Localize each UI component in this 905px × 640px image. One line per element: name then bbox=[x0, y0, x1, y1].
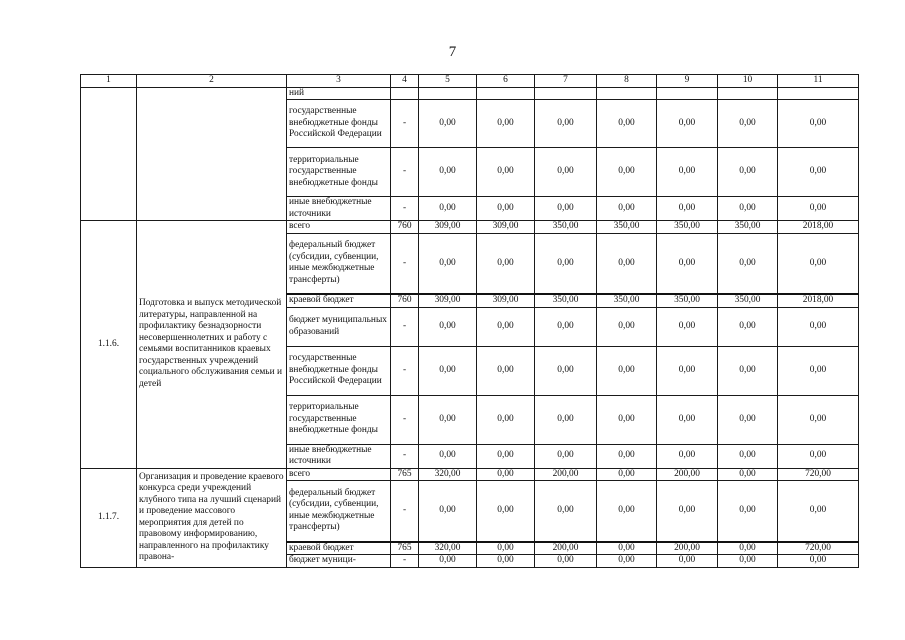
amount-cell: 200,00 bbox=[535, 542, 597, 555]
funding-source: государственные внебюджетные фонды Российской Федерации bbox=[287, 346, 391, 395]
amount-cell: - bbox=[391, 100, 419, 148]
amount-cell: 0,00 bbox=[477, 395, 535, 444]
amount-cell: 0,00 bbox=[419, 100, 477, 148]
measure-title: Подготовка и выпуск методической литературы, направленной на профилактику безнадзорности несовершеннолетних и работу с семьями воспитанников краевых государственных учреждений социального обслуживания семьи и детей bbox=[137, 221, 287, 469]
amount-cell: 2018,00 bbox=[778, 294, 859, 307]
column-number: 8 bbox=[597, 75, 657, 88]
amount-cell: 0,00 bbox=[597, 395, 657, 444]
amount-cell: - bbox=[391, 444, 419, 468]
table-row bbox=[81, 221, 859, 234]
amount-cell: 0,00 bbox=[597, 307, 657, 346]
amount-cell: 0,00 bbox=[657, 444, 718, 468]
amount-cell: 0,00 bbox=[718, 307, 778, 346]
column-number: 10 bbox=[718, 75, 778, 88]
amount-cell: 0,00 bbox=[718, 197, 778, 221]
amount-cell: 350,00 bbox=[535, 294, 597, 307]
amount-cell: 0,00 bbox=[778, 197, 859, 221]
amount-cell: 0,00 bbox=[718, 555, 778, 568]
amount-cell: 0,00 bbox=[778, 481, 859, 542]
amount-cell bbox=[419, 87, 477, 100]
funding-source: всего bbox=[287, 468, 391, 481]
amount-cell: 0,00 bbox=[597, 481, 657, 542]
amount-cell: 720,00 bbox=[778, 468, 859, 481]
amount-cell: 0,00 bbox=[778, 395, 859, 444]
amount-cell: 350,00 bbox=[597, 294, 657, 307]
amount-cell: 0,00 bbox=[477, 197, 535, 221]
amount-cell: 0,00 bbox=[419, 555, 477, 568]
amount-cell: 765 bbox=[391, 542, 419, 555]
funding-source: иные внебюджетные источники bbox=[287, 444, 391, 468]
funding-source: федеральный бюджет (субсидии, субвенции, иные межбюджетные трансферты) bbox=[287, 481, 391, 542]
amount-cell: 0,00 bbox=[419, 346, 477, 395]
amount-cell: 0,00 bbox=[778, 444, 859, 468]
amount-cell: 0,00 bbox=[419, 307, 477, 346]
funding-source: иные внебюджетные источники bbox=[287, 197, 391, 221]
amount-cell: 2018,00 bbox=[778, 221, 859, 234]
amount-cell: 0,00 bbox=[535, 197, 597, 221]
amount-cell bbox=[597, 87, 657, 100]
amount-cell: 760 bbox=[391, 294, 419, 307]
amount-cell: 0,00 bbox=[778, 307, 859, 346]
funding-source: всего bbox=[287, 221, 391, 234]
amount-cell: 350,00 bbox=[535, 221, 597, 234]
measure-code: 1.1.6. bbox=[81, 221, 137, 469]
amount-cell: 760 bbox=[391, 221, 419, 234]
amount-cell: 765 bbox=[391, 468, 419, 481]
amount-cell: 0,00 bbox=[419, 233, 477, 294]
amount-cell: 0,00 bbox=[597, 346, 657, 395]
amount-cell bbox=[391, 87, 419, 100]
amount-cell: 0,00 bbox=[535, 148, 597, 197]
amount-cell: 0,00 bbox=[657, 100, 718, 148]
amount-cell: 0,00 bbox=[597, 555, 657, 568]
amount-cell: 0,00 bbox=[657, 555, 718, 568]
column-number: 11 bbox=[778, 75, 859, 88]
amount-cell: 0,00 bbox=[718, 233, 778, 294]
amount-cell: - bbox=[391, 346, 419, 395]
amount-cell: 0,00 bbox=[778, 100, 859, 148]
amount-cell: 0,00 bbox=[477, 468, 535, 481]
column-number: 7 bbox=[535, 75, 597, 88]
amount-cell: 200,00 bbox=[657, 468, 718, 481]
amount-cell: 0,00 bbox=[657, 346, 718, 395]
amount-cell: 0,00 bbox=[657, 233, 718, 294]
table-row bbox=[81, 468, 859, 481]
amount-cell bbox=[778, 87, 859, 100]
amount-cell: 0,00 bbox=[477, 481, 535, 542]
funding-source: территориальные государственные внебюджетные фонды bbox=[287, 148, 391, 197]
funding-source: бюджет муниципальных образований bbox=[287, 307, 391, 346]
amount-cell: 0,00 bbox=[718, 346, 778, 395]
column-number: 3 bbox=[287, 75, 391, 88]
amount-cell: 0,00 bbox=[778, 555, 859, 568]
amount-cell: 0,00 bbox=[597, 148, 657, 197]
funding-source: государственные внебюджетные фонды Российской Федерации bbox=[287, 100, 391, 148]
amount-cell: 0,00 bbox=[477, 542, 535, 555]
amount-cell: - bbox=[391, 233, 419, 294]
amount-cell: 0,00 bbox=[597, 444, 657, 468]
amount-cell: 0,00 bbox=[477, 148, 535, 197]
amount-cell: 0,00 bbox=[535, 307, 597, 346]
amount-cell: 0,00 bbox=[597, 233, 657, 294]
amount-cell: 0,00 bbox=[477, 346, 535, 395]
amount-cell: 0,00 bbox=[535, 346, 597, 395]
amount-cell bbox=[535, 87, 597, 100]
funding-source: территориальные государственные внебюджетные фонды bbox=[287, 395, 391, 444]
amount-cell: 0,00 bbox=[657, 197, 718, 221]
amount-cell: 350,00 bbox=[657, 294, 718, 307]
amount-cell: 0,00 bbox=[718, 542, 778, 555]
amount-cell: 0,00 bbox=[778, 233, 859, 294]
amount-cell bbox=[657, 87, 718, 100]
measure-title: Организация и проведение краевого конкурса среди учреждений клубного типа на лучший сценарий и проведение массового мероприятия для детей по правовому информированию, направленного на профилактику правона- bbox=[137, 468, 287, 567]
amount-cell: 0,00 bbox=[535, 100, 597, 148]
amount-cell: 0,00 bbox=[419, 148, 477, 197]
amount-cell: 200,00 bbox=[535, 468, 597, 481]
amount-cell: 350,00 bbox=[718, 294, 778, 307]
amount-cell: - bbox=[391, 481, 419, 542]
amount-cell: 0,00 bbox=[535, 395, 597, 444]
amount-cell: 0,00 bbox=[718, 481, 778, 542]
amount-cell: 0,00 bbox=[597, 468, 657, 481]
amount-cell: 0,00 bbox=[477, 444, 535, 468]
amount-cell: 0,00 bbox=[535, 233, 597, 294]
amount-cell: 0,00 bbox=[535, 555, 597, 568]
budget-table bbox=[80, 74, 859, 568]
amount-cell: 0,00 bbox=[477, 555, 535, 568]
amount-cell: 0,00 bbox=[718, 148, 778, 197]
amount-cell: - bbox=[391, 148, 419, 197]
amount-cell: 0,00 bbox=[657, 148, 718, 197]
amount-cell: 720,00 bbox=[778, 542, 859, 555]
amount-cell: 0,00 bbox=[718, 444, 778, 468]
amount-cell: 350,00 bbox=[597, 221, 657, 234]
amount-cell bbox=[718, 87, 778, 100]
amount-cell: 0,00 bbox=[419, 481, 477, 542]
amount-cell: 0,00 bbox=[419, 395, 477, 444]
column-number: 9 bbox=[657, 75, 718, 88]
amount-cell: 0,00 bbox=[535, 444, 597, 468]
amount-cell: 309,00 bbox=[477, 294, 535, 307]
table-row bbox=[81, 87, 859, 100]
funding-source: ний bbox=[287, 87, 391, 100]
amount-cell: 350,00 bbox=[718, 221, 778, 234]
amount-cell: 0,00 bbox=[535, 481, 597, 542]
measure-code bbox=[81, 87, 137, 221]
amount-cell: 309,00 bbox=[419, 221, 477, 234]
amount-cell: 200,00 bbox=[657, 542, 718, 555]
column-number: 2 bbox=[137, 75, 287, 88]
funding-source: бюджет муници- bbox=[287, 555, 391, 568]
amount-cell: - bbox=[391, 307, 419, 346]
funding-source: краевой бюджет bbox=[287, 294, 391, 307]
amount-cell: 0,00 bbox=[718, 395, 778, 444]
column-number: 4 bbox=[391, 75, 419, 88]
amount-cell: 0,00 bbox=[597, 197, 657, 221]
measure-title bbox=[137, 87, 287, 221]
amount-cell: 320,00 bbox=[419, 542, 477, 555]
amount-cell: - bbox=[391, 395, 419, 444]
column-number-row bbox=[81, 75, 859, 88]
amount-cell: 0,00 bbox=[778, 148, 859, 197]
amount-cell: - bbox=[391, 555, 419, 568]
amount-cell: 0,00 bbox=[718, 468, 778, 481]
amount-cell: 0,00 bbox=[718, 100, 778, 148]
amount-cell: 320,00 bbox=[419, 468, 477, 481]
column-number: 6 bbox=[477, 75, 535, 88]
amount-cell: 0,00 bbox=[477, 233, 535, 294]
column-number: 5 bbox=[419, 75, 477, 88]
amount-cell: 0,00 bbox=[419, 444, 477, 468]
amount-cell: 0,00 bbox=[657, 307, 718, 346]
amount-cell: 0,00 bbox=[778, 346, 859, 395]
measure-code: 1.1.7. bbox=[81, 468, 137, 567]
amount-cell: 0,00 bbox=[419, 197, 477, 221]
funding-source: краевой бюджет bbox=[287, 542, 391, 555]
table-body bbox=[81, 75, 859, 568]
column-number: 1 bbox=[81, 75, 137, 88]
amount-cell: 309,00 bbox=[477, 221, 535, 234]
amount-cell bbox=[477, 87, 535, 100]
amount-cell: 0,00 bbox=[657, 395, 718, 444]
amount-cell: - bbox=[391, 197, 419, 221]
amount-cell: 0,00 bbox=[477, 100, 535, 148]
amount-cell: 0,00 bbox=[657, 481, 718, 542]
amount-cell: 350,00 bbox=[657, 221, 718, 234]
page-number: 7 bbox=[448, 44, 457, 60]
amount-cell: 0,00 bbox=[477, 307, 535, 346]
amount-cell: 0,00 bbox=[597, 100, 657, 148]
amount-cell: 0,00 bbox=[597, 542, 657, 555]
funding-source: федеральный бюджет (субсидии, субвенции, иные межбюджетные трансферты) bbox=[287, 233, 391, 294]
amount-cell: 309,00 bbox=[419, 294, 477, 307]
